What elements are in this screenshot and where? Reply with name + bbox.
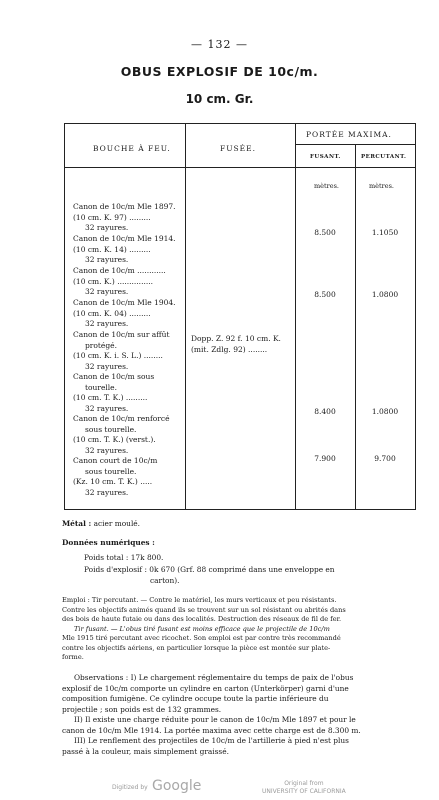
digitization-footer [0, 778, 439, 800]
range-percutant: 1.1050 [371, 228, 399, 237]
range-percutant: 1.0800 [371, 290, 399, 299]
gun-entry: Canon de 10c/m sous tourelle. (10 cm. T. K.) ......... 32 rayures. [73, 372, 155, 413]
range-fusant: 7.900 [314, 454, 336, 463]
observations-section: Observations : I) Le chargement réglementaire du temps de paix de l'obus explosif de 10c/m comporte un cylindre en carton (Unterkörper) garni d'une composition fumigène. Ce cylindre occupe toute la partie inférieure du projectile ; son poids est de 132 grammes. II) Il existe une charge réduite pour le canon de 10c/m Mle 1897 et pour le canon de 10c/m Mle 1914. La portée maxima avec cette charge est de 8.300 m. III) Le renflement des projectiles de 10c/m de l'artillerie à pied n'est plus passé à la couleur, mais simplement graissé. [62, 673, 361, 756]
gun-entry: Canon de 10c/m Mle 1897. (10 cm. K. 97) ......... 32 rayures. [73, 202, 176, 232]
header-bouche: BOUCHE À FEU. [93, 144, 171, 153]
donnees-label: Données numériques : [62, 538, 155, 547]
google-logo: Google [152, 778, 202, 794]
range-fusant: 8.400 [314, 407, 336, 416]
poids-total: Poids total : 17k 800. [84, 553, 164, 562]
range-table [64, 123, 416, 510]
header-percutant: PERCUTANT. [361, 154, 407, 160]
unit-metres-fusant: mètres. [314, 182, 339, 190]
poids-explosif: Poids d'explosif : 0k 670 (Grf. 88 comprimé dans une enveloppe en [84, 565, 335, 574]
range-percutant: 1.0800 [371, 407, 399, 416]
digitized-label: Digitized by [112, 784, 148, 791]
emploi-section: Emploi : Tir percutant. — Contre le matériel, les murs verticaux et peu résistants. Contre les objectifs animés quand ils se trouvent sur un sol résistant ou abrités dans des bois de haute futaie ou dans des localités. Destruction des réseaux de fil de fer. Tir fusant. — L'obus tiré fusant est moins efficace que le projectile de 10c/m Mle 1915 tiré percutant avec ricochet. Son emploi est par contre très recommandé contre les objectifs aériens, en particulier lorsque la pièce est montée sur plate- forme. [62, 596, 346, 661]
gun-entry: Canon de 10c/m renforcé sous tourelle. (10 cm. T. K.) (verst.). 32 rayures. [73, 414, 170, 455]
gun-entry: Canon court de 10c/m sous tourelle. (Kz. 10 cm. T. K.) ..... 32 rayures. [73, 456, 158, 497]
poids-explosif-cont: carton). [150, 576, 180, 585]
range-fusant: 8.500 [314, 290, 336, 299]
header-fusant: FUSANT. [310, 154, 341, 160]
gun-entry: Canon de 10c/m sur affût protégé. (10 cm. K. i. S. L.) ........ 32 rayures. [73, 330, 170, 371]
range-fusant: 8.500 [314, 228, 336, 237]
page-title: OBUS EXPLOSIF DE 10c/m. [120, 64, 319, 79]
original-from: Original from UNIVERSITY OF CALIFORNIA [262, 780, 346, 795]
range-percutant: 9.700 [374, 454, 396, 463]
fuse-cell: Dopp. Z. 92 f. 10 cm. K. (mit. Zdlg. 92) ........ [191, 334, 281, 354]
gun-entry: Canon de 10c/m ............ (10 cm. K.) ............... 32 rayures. [73, 266, 166, 296]
unit-metres-percutant: mètres. [369, 182, 394, 190]
page-subtitle: 10 cm. Gr. [185, 92, 254, 106]
header-portee: PORTÉE MAXIMA. [306, 130, 392, 139]
gun-entry: Canon de 10c/m Mle 1904. (10 cm. K. 04) ......... 32 rayures. [73, 298, 176, 328]
header-fusee: FUSÉE. [220, 144, 256, 153]
metal-line: Métal : acier moulé. [62, 519, 141, 528]
page-number: — 132 — [191, 38, 248, 51]
gun-entry: Canon de 10c/m Mle 1914. (10 cm. K. 14) ......... 32 rayures. [73, 234, 176, 264]
